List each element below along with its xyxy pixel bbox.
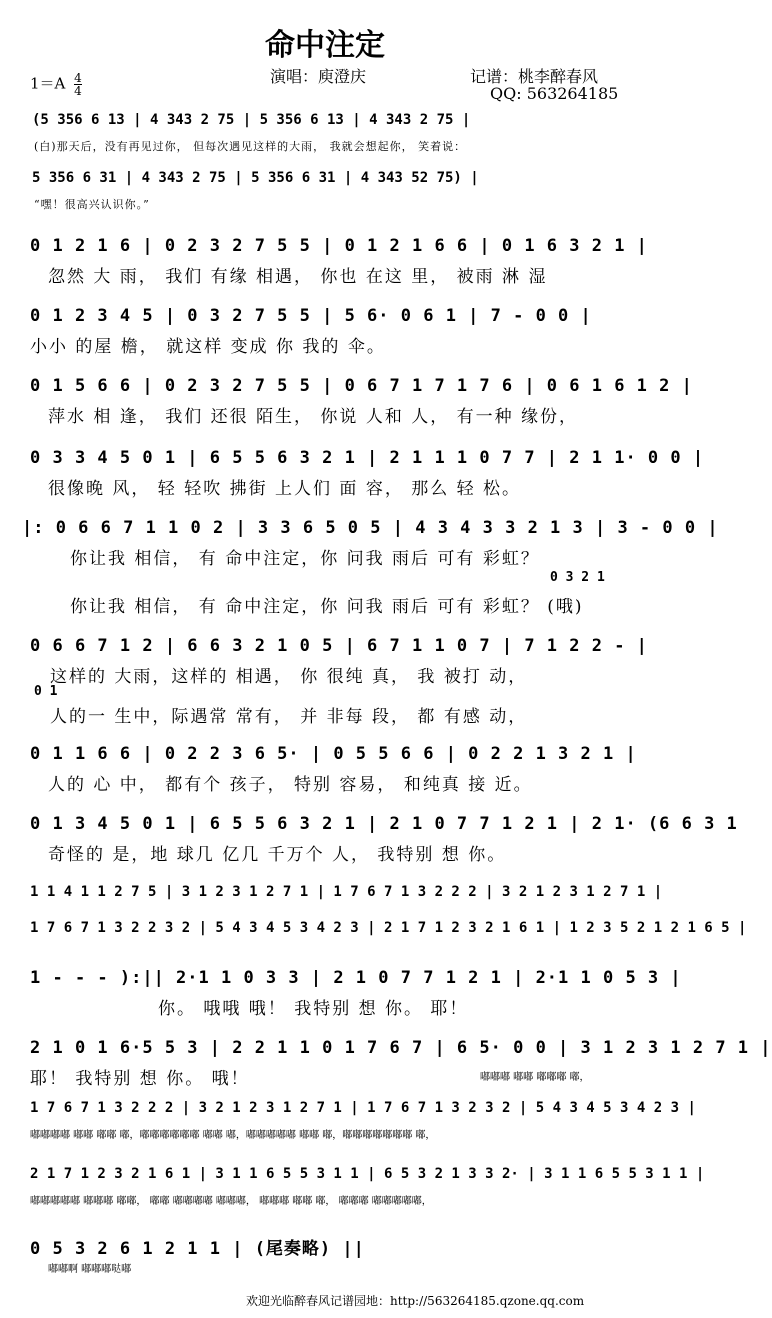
time-bottom: 4 [74, 84, 82, 98]
time-top: 4 [74, 71, 82, 85]
score-row-5: 0 1 5 6 6 | 0 2 3 2 7 5 5 | 0 6 7 1 7 1 7 6 | 0 6 1 6 1 2 | [30, 376, 693, 396]
score-row-11: 0 1 1 6 6 | 0 2 2 3 6 5· | 0 5 5 6 6 | 0 2 2 1 3 2 1 | [30, 744, 637, 764]
score-row-12: 0 1 3 4 5 0 1 | 6 5 5 6 3 2 1 | 2 1 0 7 7 1 2 1 | 2 1· (6 6 3 1 [30, 814, 738, 834]
score-row-10: 0 1 [34, 684, 58, 699]
score-row-14: 1 7 6 7 1 3 2 2 3 2 | 5 4 3 4 5 3 4 2 3 | 2 1 7 1 2 3 2 1 6 1 | 1 2 3 5 2 1 2 1 6 5 | [30, 920, 747, 936]
lyric-row-15: 你。 哦哦 哦！ 我特别 想 你。 耶！ [158, 999, 469, 1019]
lyric-row-2: “嘿！很高兴认识你。” [34, 198, 150, 211]
scat-row-17: 嘟嘟嘟嘟 嘟嘟 嘟嘟 嘟，嘟嘟嘟嘟嘟嘟 嘟嘟 嘟，嘟嘟嘟嘟嘟 嘟嘟 嘟，嘟嘟嘟嘟嘟嘟嘟 嘟， [30, 1130, 436, 1141]
lyric-row-7: 你让我 相信， 有 命中注定，你 问我 雨后 可有 彩虹？ [70, 549, 540, 569]
lyric-row-12: 奇怪的 是，地 球几 亿几 千万个 人， 我特别 想 你。 [48, 845, 507, 865]
lyric-row-8: 你让我 相信， 有 命中注定，你 问我 雨后 可有 彩虹？ (哦) [70, 597, 584, 617]
lyric-row-4: 小小 的屋 檐， 就这样 变成 你 我的 伞。 [30, 337, 386, 357]
key-label: 1＝A [30, 74, 66, 93]
score-row-2: 5 356 6 31 | 4 343 2 75 | 5 356 6 31 | 4 343 52 75) | [32, 170, 479, 186]
time-signature [74, 72, 82, 97]
qq-number: QQ: 563264185 [490, 84, 619, 103]
score-row-4: 0 1 2 3 4 5 | 0 3 2 7 5 5 | 5 6· 0 6 1 | 7 - 0 0 | [30, 306, 592, 326]
lyric-row-1: (白)那天后，没有再见过你， 但每次遇见这样的大雨， 我就会想起你， 笑着说： [34, 140, 467, 153]
scat-row-16: 嘟嘟嘟 嘟嘟 嘟嘟嘟 嘟， [480, 1072, 590, 1083]
scat-row-18: 嘟嘟嘟嘟嘟 嘟嘟嘟 嘟嘟， 嘟嘟 嘟嘟嘟嘟 嘟嘟嘟， 嘟嘟嘟 嘟嘟 嘟， 嘟嘟嘟 嘟嘟嘟嘟嘟， [30, 1196, 432, 1207]
key-signature [30, 72, 82, 97]
lyric-row-3: 忽然 大 雨， 我们 有缘 相遇， 你也 在这 里， 被雨 淋 湿 [48, 267, 548, 287]
footer-link[interactable]: 欢迎光临醉春风记谱园地：http://563264185.qzone.qq.com [246, 1294, 585, 1308]
transcriber-credit: 记谱：桃李醉春风 [470, 67, 599, 86]
lyric-row-10: 人的一 生中，际遇常 常有， 并 非每 段， 都 有感 动， [50, 707, 528, 727]
lyric-row-16: 耶！ 我特别 想 你。 哦！ [30, 1069, 250, 1089]
score-row-7: |: 0 6 6 7 1 1 0 2 | 3 3 6 5 0 5 | 4 3 4 3 3 2 1 3 | 3 - 0 0 | [22, 518, 719, 538]
score-row-9: 0 6 6 7 1 2 | 6 6 3 2 1 0 5 | 6 7 1 1 0 7 | 7 1 2 2 - | [30, 636, 648, 656]
score-row-19: 0 5 3 2 6 1 2 1 1 | (尾奏略) || [30, 1239, 365, 1259]
lyric-row-11: 人的 心 中， 都有个 孩子， 特别 容易， 和纯真 接 近。 [48, 775, 533, 795]
score-row-18: 2 1 7 1 2 3 2 1 6 1 | 3 1 1 6 5 5 3 1 1 | 6 5 3 2 1 3 3 2· | 3 1 1 6 5 5 3 1 1 | [30, 1166, 705, 1182]
lyric-row-6: 很像晚 风， 轻 轻吹 拂街 上人们 面 容， 那么 轻 松。 [48, 479, 522, 499]
page-title: 命中注定 [265, 28, 385, 63]
score-row-15: 1 - - - ):|| 2·1 1 0 3 3 | 2 1 0 7 7 1 2 1 | 2·1 1 0 5 3 | [30, 968, 682, 988]
score-row-8: 0 3 2 1 [550, 570, 605, 585]
score-row-16: 2 1 0 1 6·5 5 3 | 2 2 1 1 0 1 7 6 7 | 6 5· 0 0 | 3 1 2 3 1 2 7 1 | [30, 1038, 772, 1058]
score-row-17: 1 7 6 7 1 3 2 2 2 | 3 2 1 2 3 1 2 7 1 | 1 7 6 7 1 3 2 3 2 | 5 4 3 4 5 3 4 2 3 | [30, 1100, 696, 1116]
scat-row-19: 嘟嘟啊 嘟嘟嘟哒嘟 [48, 1264, 132, 1275]
singer-credit: 演唱：庾澄庆 [270, 67, 367, 86]
score-row-1: (5 356 6 13 | 4 343 2 75 | 5 356 6 13 | 4 343 2 75 | [32, 112, 471, 128]
lyric-row-5: 萍水 相 逢， 我们 还很 陌生， 你说 人和 人， 有一种 缘份， [48, 407, 579, 427]
score-row-6: 0 3 3 4 5 0 1 | 6 5 5 6 3 2 1 | 2 1 1 1 0 7 7 | 2 1 1· 0 0 | [30, 448, 705, 468]
lyric-row-9: 这样的 大雨，这样的 相遇， 你 很纯 真， 我 被打 动， [50, 667, 528, 687]
score-row-13: 1 1 4 1 1 2 7 5 | 3 1 2 3 1 2 7 1 | 1 7 6 7 1 3 2 2 2 | 3 2 1 2 3 1 2 7 1 | [30, 884, 663, 900]
score-row-3: 0 1 2 1 6 | 0 2 3 2 7 5 5 | 0 1 2 1 6 6 | 0 1 6 3 2 1 | [30, 236, 648, 256]
